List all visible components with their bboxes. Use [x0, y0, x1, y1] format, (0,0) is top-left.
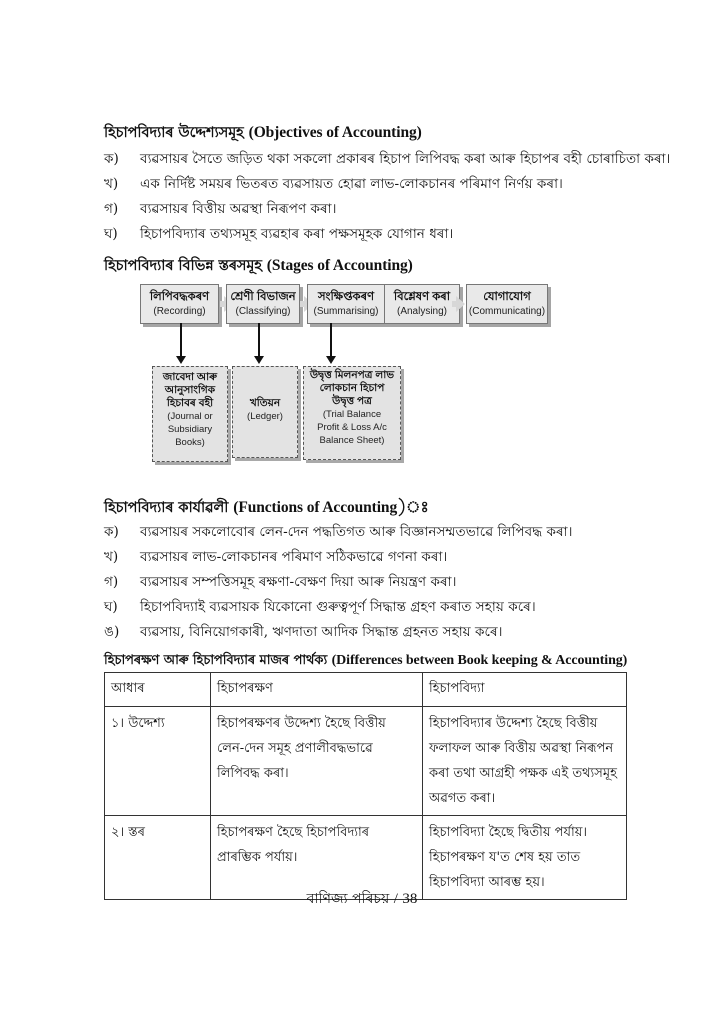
table-cell-bookkeeping: হিচাপৰক্ষণ হৈছে হিচাপবিদ্যাৰ প্ৰাৰম্ভিক পৰ্যায়।	[211, 816, 423, 900]
item-text: ব্যৱসায়ৰ সম্পত্তিসমূহ ৰক্ষণা-বেক্ষণ দিয়া আৰু নিয়ন্ত্ৰণ কৰা।	[140, 574, 457, 590]
output-label-en: Books)	[175, 437, 205, 448]
item-text: ব্যৱসায়ৰ বিত্তীয় অৱস্থা নিৰূপণ কৰা।	[140, 201, 337, 217]
item-text: এক নিৰ্দিষ্ট সময়ৰ ভিতৰত ব্যৱসায়ত হোৱা লাভ-লোকচানৰ পৰিমাণ নিৰ্ণয় কৰা।	[140, 176, 563, 192]
footer-separator: /	[393, 891, 398, 907]
item-marker: ক)	[104, 524, 119, 540]
stage-label-en: (Summarising)	[313, 306, 379, 317]
output-label-en: Balance Sheet)	[319, 435, 385, 446]
stage-label-bn: শ্ৰেণী বিভাজন	[230, 291, 296, 303]
item-marker: গ)	[104, 574, 119, 590]
connector-line	[330, 323, 332, 358]
stage-box-communicating	[466, 284, 548, 324]
stage-label-bn: যোগাযোগ	[483, 291, 531, 303]
function-item	[104, 546, 447, 569]
item-text: ব্যৱসায়ৰ লাভ-লোকচানৰ পৰিমাণ সঠিকভাৱে গণনা কৰা।	[140, 549, 448, 565]
objective-item	[104, 173, 563, 196]
differences-heading	[104, 651, 627, 672]
item-text: হিচাপবিদ্যাৰ তথ্যসমূহ ব্যৱহাৰ কৰা পক্ষসমূহক যোগান ধৰা।	[140, 226, 454, 242]
connector-line	[180, 323, 182, 358]
output-label-en: Subsidiary	[167, 424, 213, 435]
column-header: হিচাপবিদ্যা	[423, 673, 627, 707]
item-marker: ঙ)	[104, 624, 120, 640]
output-label-en: (Ledger)	[247, 411, 283, 422]
item-text: ব্যৱসায়, বিনিয়োগকাৰী, ঋণদাতা আদিক সিদ্ধান্ত গ্ৰহনত সহায় কৰে।	[140, 624, 503, 640]
objectives-heading-bn: হিচাপবিদ্যাৰ উদ্দেশ্যসমূহ	[104, 124, 244, 141]
item-marker: গ)	[104, 201, 119, 217]
output-label-en: Profit & Loss A/c	[317, 422, 387, 433]
output-box-ledger	[232, 366, 298, 458]
stage-label-en: (Recording)	[153, 306, 206, 317]
output-label-en: (Journal or	[167, 411, 213, 422]
objective-item	[104, 198, 336, 221]
objectives-heading	[104, 122, 422, 146]
table-header-row	[105, 673, 627, 707]
column-header: আধাৰ	[105, 673, 211, 707]
output-box-journal	[152, 366, 228, 462]
column-header: হিচাপৰক্ষণ	[211, 673, 423, 707]
item-marker: ক)	[104, 151, 119, 167]
down-arrow-icon	[176, 356, 186, 364]
stages-heading	[104, 255, 413, 279]
objectives-heading-en: (Objectives of Accounting)	[248, 124, 422, 141]
stage-box-classifying	[226, 284, 300, 324]
down-arrow-icon	[254, 356, 264, 364]
table-cell-bookkeeping: হিচাপৰক্ষণৰ উদ্দেশ্য হৈছে বিত্তীয় লেন-দেন সমূহ প্ৰণালীবদ্ধভাৱে লিপিবদ্ধ কৰা।	[211, 707, 423, 816]
output-label-bn: লোকচান হিচাপ	[319, 382, 385, 394]
function-item	[104, 596, 536, 619]
stage-label-en: (Classifying)	[235, 306, 291, 317]
differences-table	[104, 672, 627, 900]
item-text: ব্যৱসায়ৰ সৈতে জড়িত থকা সকলো প্ৰকাৰৰ হিচাপ লিপিবদ্ধ কৰা আৰু হিচাপৰ বহী চোৰাচিতা কৰা।	[140, 151, 671, 167]
stage-box-summarising	[307, 284, 385, 324]
stage-box-analysing	[384, 284, 460, 324]
down-arrow-icon	[326, 356, 336, 364]
differences-heading-bn: হিচাপৰক্ষণ আৰু হিচাপবিদ্যাৰ মাজৰ পাৰ্থক্য	[104, 653, 328, 668]
output-label-bn: আনুসাংগিক	[164, 384, 216, 396]
output-box-final-accounts	[303, 366, 401, 460]
functions-heading-bn: হিচাপবিদ্যাৰ কাৰ্যাৱলী	[104, 499, 229, 516]
item-marker: খ)	[104, 549, 119, 565]
objective-item	[104, 148, 670, 171]
table-cell-basis: ২। স্তৰ	[105, 816, 211, 900]
output-label-bn: উদ্বৃত্ত মিলনপত্ৰ লাভ	[309, 369, 395, 381]
page-footer	[0, 887, 724, 911]
table-cell-accounting: হিচাপবিদ্যাৰ উদ্দেশ্য হৈছে বিত্তীয় ফলাফল আৰু বিত্তীয় অৱস্থা নিৰূপন কৰা তথা আগ্ৰহী পক্ষক এই তথ্যসমূহ অৱগত কৰা।	[423, 707, 627, 816]
output-label-en: (Trial Balance	[322, 409, 382, 420]
function-item	[104, 521, 572, 544]
stages-diagram	[140, 284, 552, 464]
output-label-bn: খতিয়ন	[249, 397, 281, 409]
stage-label-en: (Communicating)	[468, 306, 546, 317]
stage-label-en: (Analysing)	[396, 306, 448, 317]
function-item	[104, 621, 503, 644]
output-label-bn: জাবেদা আৰু	[162, 371, 218, 383]
functions-heading-en: (Functions of Accounting)ঃ	[233, 499, 429, 516]
item-text: হিচাপবিদ্যাই ব্যৱসায়ক যিকোনো গুৰুত্বপূৰ্ণ সিদ্ধান্ত গ্ৰহণ কৰাত সহায় কৰে।	[140, 599, 536, 615]
differences-heading-en: (Differences between Book keeping & Accounting)	[331, 653, 628, 668]
item-marker: ঘ)	[104, 226, 118, 242]
output-label-bn: হিচাবৰ বহী	[166, 397, 214, 409]
item-marker: ঘ)	[104, 599, 118, 615]
table-row	[105, 707, 627, 816]
stage-label-bn: বিশ্লেষণ কৰা	[393, 291, 451, 303]
stage-box-recording	[140, 284, 219, 324]
table-cell-accounting: হিচাপবিদ্যা হৈছে দ্বিতীয় পৰ্যায়। হিচাপৰক্ষণ য'ত শেষ হয় তাত হিচাপবিদ্যা আৰম্ভ হয়।	[423, 816, 627, 900]
stage-label-bn: লিপিবদ্ধকৰণ	[149, 291, 210, 303]
function-item	[104, 571, 456, 594]
stage-label-bn: সংক্ষিপ্তকৰণ	[317, 291, 375, 303]
table-cell-basis: ১। উদ্দেশ্য	[105, 707, 211, 816]
output-label-bn: উদ্বৃত্ত পত্ৰ	[332, 395, 372, 407]
page-number: 38	[402, 891, 418, 907]
item-text: ব্যৱসায়ৰ সকলোবোৰ লেন-দেন পদ্ধতিগত আৰু বিজ্ঞানসম্মতভাৱে লিপিবদ্ধ কৰা।	[140, 524, 573, 540]
objective-item	[104, 223, 453, 246]
connector-line	[258, 323, 260, 358]
right-arrow-icon	[456, 296, 465, 312]
stages-heading-bn: হিচাপবিদ্যাৰ বিভিন্ন স্তৰসমূহ	[104, 257, 262, 274]
footer-book-title: বাণিজ্য পৰিচয়	[306, 891, 390, 907]
item-marker: খ)	[104, 176, 119, 192]
stages-heading-en: (Stages of Accounting)	[266, 257, 413, 274]
functions-heading	[104, 495, 429, 521]
